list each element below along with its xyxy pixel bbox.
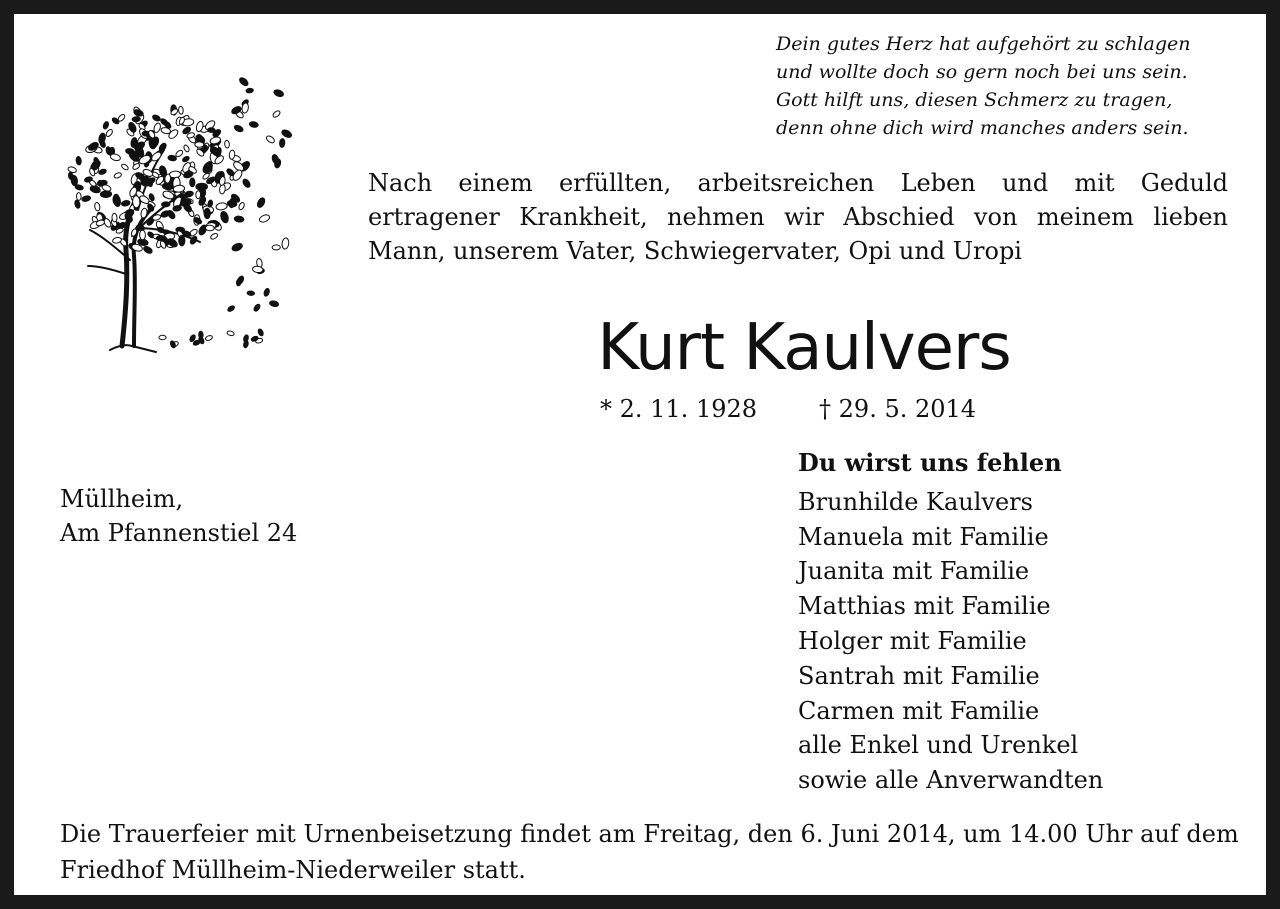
poem-line-3: Gott hilft uns, diesen Schmerz zu tragen, [776, 89, 1173, 111]
family-member: Manuela mit Familie [798, 522, 1049, 551]
poem [776, 30, 1216, 142]
family-member: Holger mit Familie [798, 626, 1027, 655]
address-street: Am Pfannenstiel 24 [60, 519, 298, 547]
birth-date: * 2. 11. 1928 [600, 395, 758, 423]
death-date: † 29. 5. 2014 [819, 395, 977, 423]
address-city: Müllheim, [60, 485, 184, 513]
poem-line-1: Dein gutes Herz hat aufgehört zu schlagen [776, 33, 1191, 55]
windblown-tree-icon [60, 60, 300, 360]
deceased-name: Kurt Kaulvers [597, 311, 1011, 385]
intro-text: Nach einem erfüllten, arbeitsreichen Leben und mit Geduld ertragener Krankheit, nehmen wir Abschied von meinem lieben Mann, unserem Vater, Schwiegervater, Opi und Uropi [368, 169, 1228, 265]
tree-leaves [67, 76, 292, 348]
family-member: Matthias mit Familie [798, 592, 1051, 621]
family-member: sowie alle Anverwandten [798, 766, 1104, 795]
address [60, 482, 297, 550]
poem-line-4: denn ohne dich wird manches anders sein. [776, 117, 1189, 139]
family-member: alle Enkel und Urenkel [798, 731, 1079, 760]
family-member: Carmen mit Familie [798, 696, 1040, 725]
ceremony-text: Die Trauerfeier mit Urnenbeisetzung findet am Freitag, den 6. Juni 2014, um 14.00 Uhr auf dem Friedhof Müllheim-Niederweiler statt. [60, 820, 1239, 884]
family-member: Juanita mit Familie [798, 557, 1030, 586]
family-heading: Du wirst uns fehlen [798, 448, 1062, 477]
life-dates [600, 392, 976, 426]
poem-line-2: und wollte doch so gern noch bei uns sein. [776, 61, 1188, 83]
family-list [798, 446, 1103, 798]
family-member: Santrah mit Familie [798, 661, 1040, 690]
family-member: Brunhilde Kaulvers [798, 487, 1033, 516]
